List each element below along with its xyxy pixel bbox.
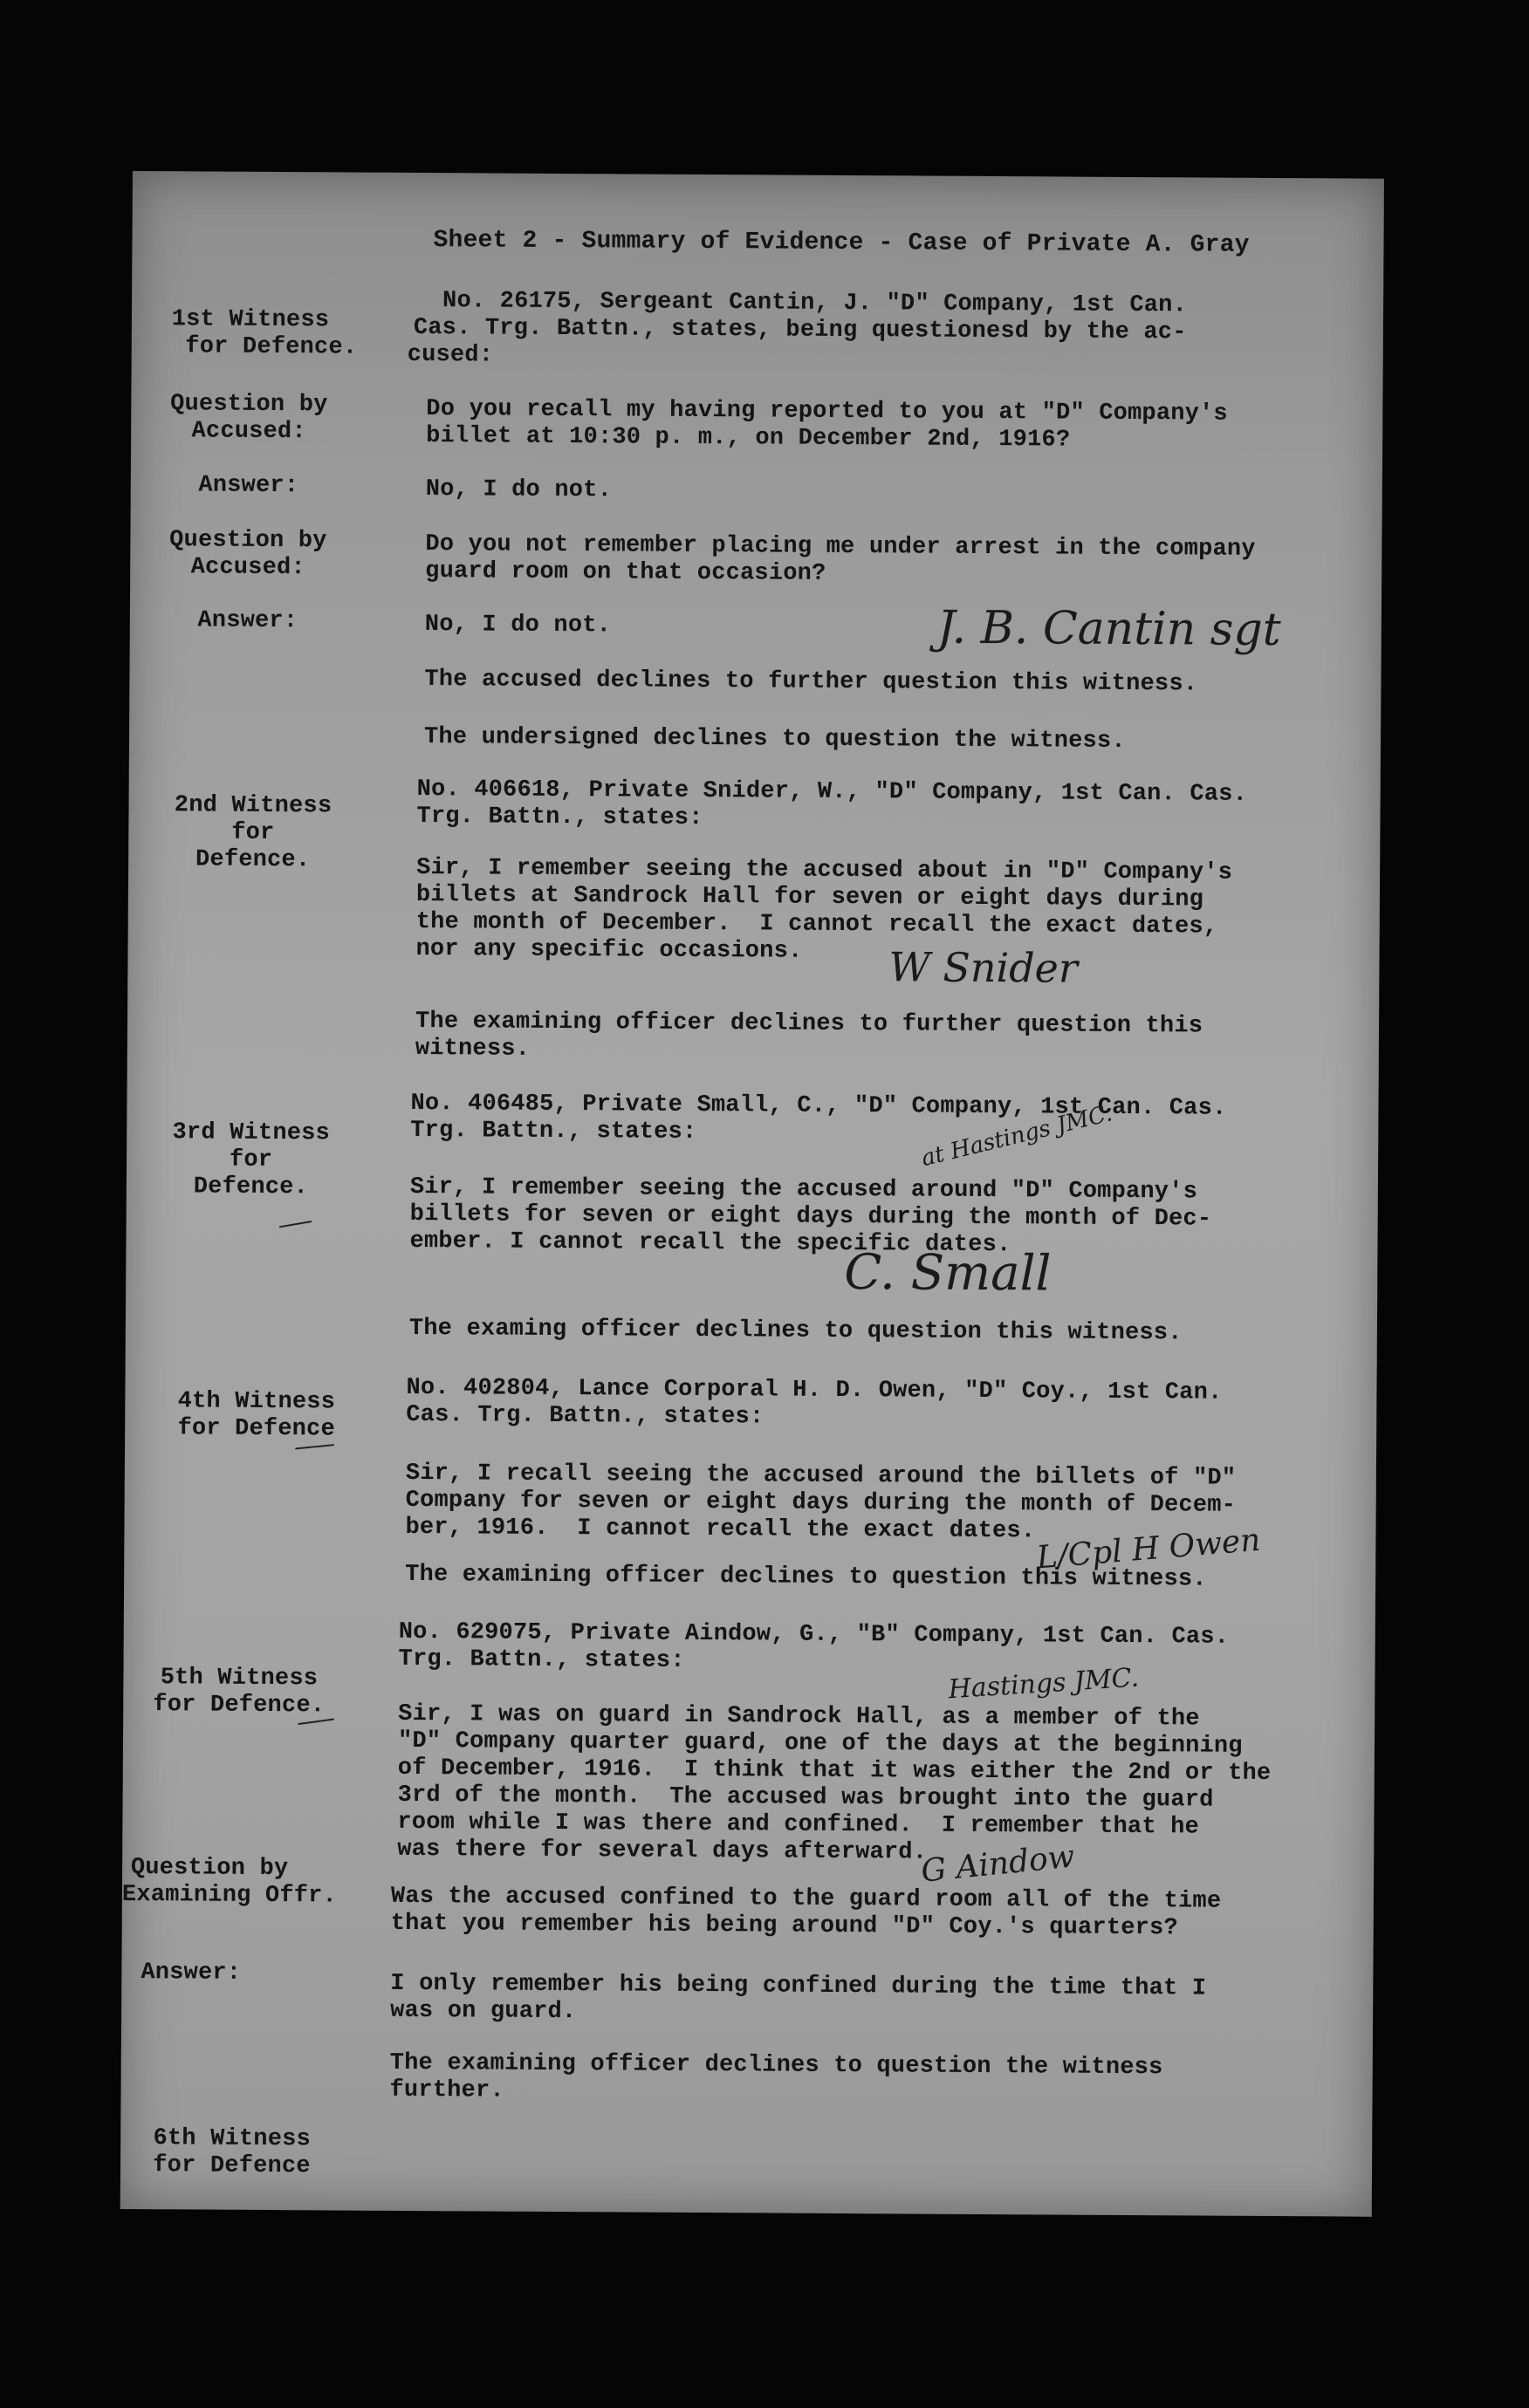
margin-pen-stroke — [279, 1221, 312, 1228]
answer2: No, I do not. — [424, 612, 612, 640]
witness5-answer-2: was on guard. — [390, 1997, 577, 2026]
margin-label-2nd-witness-defence: Defence. — [195, 846, 311, 874]
witness3-statement-1: Sir, I remember seeing the accused around "D" Company's — [409, 1173, 1198, 1206]
margin-label-answer-5: Answer: — [141, 1960, 242, 1987]
margin-label-answer-1: Answer: — [198, 472, 299, 500]
document-sheet — [120, 171, 1384, 2217]
witness2-statement-2: billets at Sandrock Hall for seven or eight days during — [415, 882, 1204, 913]
signature-aindow: G Aindow — [919, 1838, 1077, 1890]
margin-label-6th-witness: 6th Witness — [153, 2125, 312, 2153]
decline-undersigned: The undersigned declines to question the witness. — [423, 724, 1126, 755]
margin-label-question-1-accused: Accused: — [191, 418, 306, 446]
margin-label-question-examining-offr: Examining Offr. — [121, 1881, 338, 1910]
witness5-answer-1: I only remember his being confined during the time that I — [390, 1970, 1207, 2002]
witness5-question-1: Was the accused confined to the guard room all of the time — [390, 1883, 1222, 1915]
witness5-statement-1: Sir, I was on guard in Sandrock Hall, as a member of the — [398, 1700, 1200, 1733]
witness2-line-1: No. 406618, Private Snider, W., "D" Company, 1st Can. Cas. — [416, 776, 1248, 808]
witness2-statement-4: nor any specific occasions. — [415, 935, 803, 965]
witness1-line-3: cused: — [407, 341, 494, 369]
witness4-line-2: Cas. Trg. Battn., states: — [406, 1401, 764, 1431]
signature-snider: W Snider — [888, 943, 1079, 992]
margin-label-answer-2: Answer: — [197, 607, 298, 635]
question2-line-2: guard room on that occasion? — [425, 558, 826, 587]
margin-label-5th-witness-for: for Defence. — [153, 1692, 326, 1720]
witness3-decline: The examing officer declines to question this witness. — [408, 1315, 1183, 1347]
question1-line-2: billet at 10:30 p. m., on December 2nd, 1916? — [426, 423, 1071, 454]
margin-label-3rd-witness-for: for — [229, 1146, 273, 1173]
margin-label-1st-witness-for: for Defence. — [185, 333, 358, 361]
witness3-statement-2: billets for seven or eight days during the month of Dec- — [409, 1201, 1212, 1233]
question2-line-1: Do you not remember placing me under arrest in the company — [425, 531, 1256, 563]
witness2-decline-1: The examining officer declines to further question this — [415, 1008, 1203, 1040]
margin-label-4th-witness: 4th Witness — [177, 1388, 336, 1416]
answer1: No, I do not. — [425, 476, 613, 504]
witness4-statement-2: Company for seven or eight days during the month of Decem- — [405, 1487, 1237, 1519]
signature-owen: L/Cpl H Owen — [1035, 1522, 1262, 1577]
margin-label-question-2: Question by — [169, 527, 327, 555]
witness2-statement-3: the month of December. I cannot recall the exact dates, — [415, 909, 1218, 941]
signature-cantin: J. B. Cantin sgt — [936, 601, 1281, 657]
margin-label-5th-witness: 5th Witness — [160, 1665, 319, 1693]
witness3-line-1: No. 406485, Private Small, C., "D" Company, 1st Can. Cas. — [410, 1090, 1227, 1122]
witness5-question-2: that you remember his being around "D" Coy.'s quarters? — [390, 1910, 1178, 1942]
witness5-statement-5: room while I was there and confined. I remember that he — [397, 1809, 1200, 1841]
witness5-decline-2: further. — [389, 2076, 504, 2104]
decline-accused: The accused declines to further question this witness. — [424, 667, 1198, 698]
margin-label-question-examining: Question by — [130, 1855, 289, 1883]
question1-line-1: Do you recall my having reported to you at "D" Company's — [426, 396, 1228, 428]
handwritten-insertion-at-hastings: at Hastings JMC. — [918, 1100, 1115, 1173]
witness2-line-2: Trg. Battn., states: — [416, 804, 703, 832]
witness1-line-2: Cas. Trg. Battn., states, being questionesd by the ac- — [413, 314, 1187, 346]
witness5-line-2: Trg. Battn., states: — [398, 1645, 685, 1674]
witness5-statement-3: of December, 1916. I think that it was either the 2nd or the — [397, 1755, 1272, 1788]
witness3-statement-3: ember. I cannot recall the specific dates. — [409, 1228, 1011, 1259]
witness2-decline-2: witness. — [415, 1035, 531, 1063]
witness5-statement-2: "D" Company quarter guard, one of the days at the beginning — [397, 1727, 1243, 1760]
witness5-decline-1: The examining officer declines to question the witness — [389, 2049, 1163, 2082]
margin-pen-stroke — [295, 1444, 334, 1449]
witness5-statement-4: 3rd of the month. The accused was brought into the guard — [397, 1782, 1214, 1814]
margin-label-3rd-witness: 3rd Witness — [172, 1119, 331, 1147]
witness3-line-2: Trg. Battn., states: — [410, 1117, 697, 1146]
witness2-statement-1: Sir, I remember seeing the accused about in "D" Company's — [416, 855, 1233, 886]
witness4-line-1: No. 402804, Lance Corporal H. D. Owen, "D" Coy., 1st Can. — [406, 1374, 1223, 1406]
witness4-statement-1: Sir, I recall seeing the accused around the billets of "D" — [405, 1460, 1237, 1492]
margin-label-question-1: Question by — [170, 391, 328, 419]
document-header: Sheet 2 - Summary of Evidence - Case of Private A. Gray — [433, 227, 1250, 259]
witness5-line-1: No. 629075, Private Aindow, G., "B" Company, 1st Can. Cas. — [398, 1618, 1230, 1651]
witness1-line-1: No. 26175, Sergeant Cantin, J. "D" Company, 1st Can. — [442, 288, 1188, 319]
handwritten-insertion-hastings: Hastings JMC. — [947, 1662, 1141, 1706]
witness4-decline: The examining officer declines to question this witness. — [405, 1561, 1207, 1593]
margin-label-6th-witness-for: for Defence — [153, 2152, 311, 2180]
witness5-statement-6: was there for several days afterward. — [397, 1836, 928, 1866]
margin-label-question-2-accused: Accused: — [190, 554, 305, 582]
margin-label-1st-witness: 1st Witness — [171, 306, 330, 334]
witness4-statement-3: ber, 1916. I cannot recall the exact dates. — [405, 1514, 1036, 1545]
signature-small: C. Small — [844, 1244, 1052, 1303]
margin-label-2nd-witness: 2nd Witness — [174, 792, 333, 820]
margin-label-2nd-witness-for: for — [231, 819, 275, 847]
margin-label-4th-witness-for: for Defence — [177, 1415, 336, 1443]
margin-label-3rd-witness-defence: Defence. — [193, 1173, 309, 1201]
